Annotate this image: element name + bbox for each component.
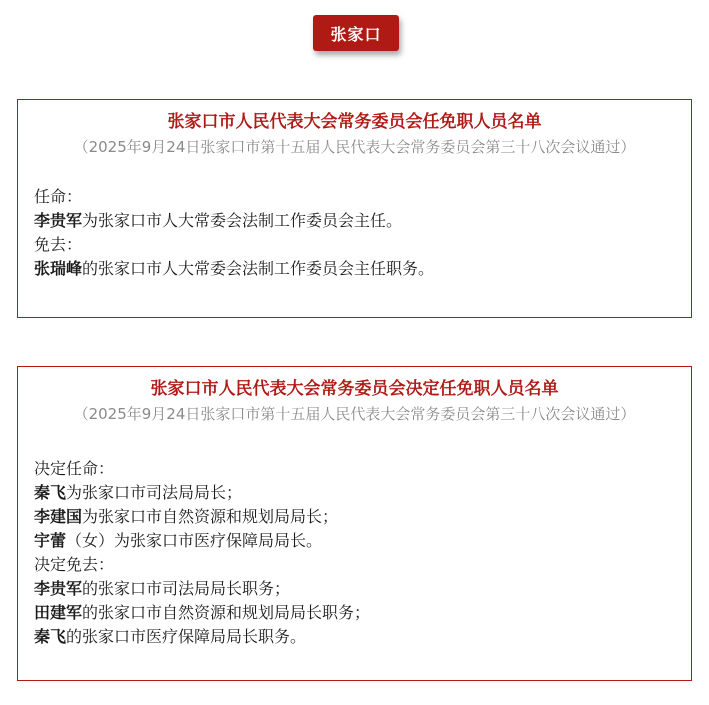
person-name: 李建国 [34,507,83,526]
doc-subtitle: （2025年9月24日张家口市第十五届人民代表大会常务委员会第三十八次会议通过） [73,405,636,423]
person-name: 张瑞峰 [34,259,83,278]
remove-label: 决定免去： [34,555,115,574]
appointment-list-box-2 [17,366,692,681]
appoint-entry [34,529,675,553]
doc-title: 张家口市人民代表大会常务委员会任免职人员名单 [167,112,542,132]
entry-text: 的张家口市医疗保障局局长职务。 [66,627,307,646]
person-name: 李贵军 [34,579,83,598]
region-tag: 张家口 [313,15,399,51]
person-name: 李贵军 [34,211,83,230]
entry-text: 为张家口市自然资源和规划局局长； [82,507,339,526]
entry-text: 为张家口市人大常委会法制工作委员会主任。 [82,211,403,230]
doc-body [34,457,675,649]
entry-text: 的张家口市司法局局长职务； [82,579,291,598]
doc-title: 张家口市人民代表大会常务委员会决定任免职人员名单 [150,379,559,399]
doc-body [34,185,675,281]
doc-subtitle: （2025年9月24日张家口市第十五届人民代表大会常务委员会第三十八次会议通过） [73,138,636,156]
remove-entry [34,257,675,281]
remove-entry [34,577,675,601]
remove-entry [34,601,675,625]
appoint-label: 任命： [34,187,83,206]
person-name: 秦飞 [34,483,67,502]
person-name: 田建军 [34,603,83,622]
person-name: 宇蕾 [34,531,67,550]
appoint-label: 决定任命： [34,459,115,478]
entry-text: 为张家口市司法局局长； [66,483,243,502]
entry-text: 的张家口市人大常委会法制工作委员会主任职务。 [82,259,435,278]
remove-entry [34,625,675,649]
appoint-entry [34,209,675,233]
appoint-entry [34,505,675,529]
entry-text: （女）为张家口市医疗保障局局长。 [66,531,323,550]
entry-text: 的张家口市自然资源和规划局局长职务； [82,603,371,622]
remove-label: 免去： [34,235,83,254]
person-name: 秦飞 [34,627,67,646]
appointment-list-box-1 [17,99,692,318]
appoint-entry [34,481,675,505]
